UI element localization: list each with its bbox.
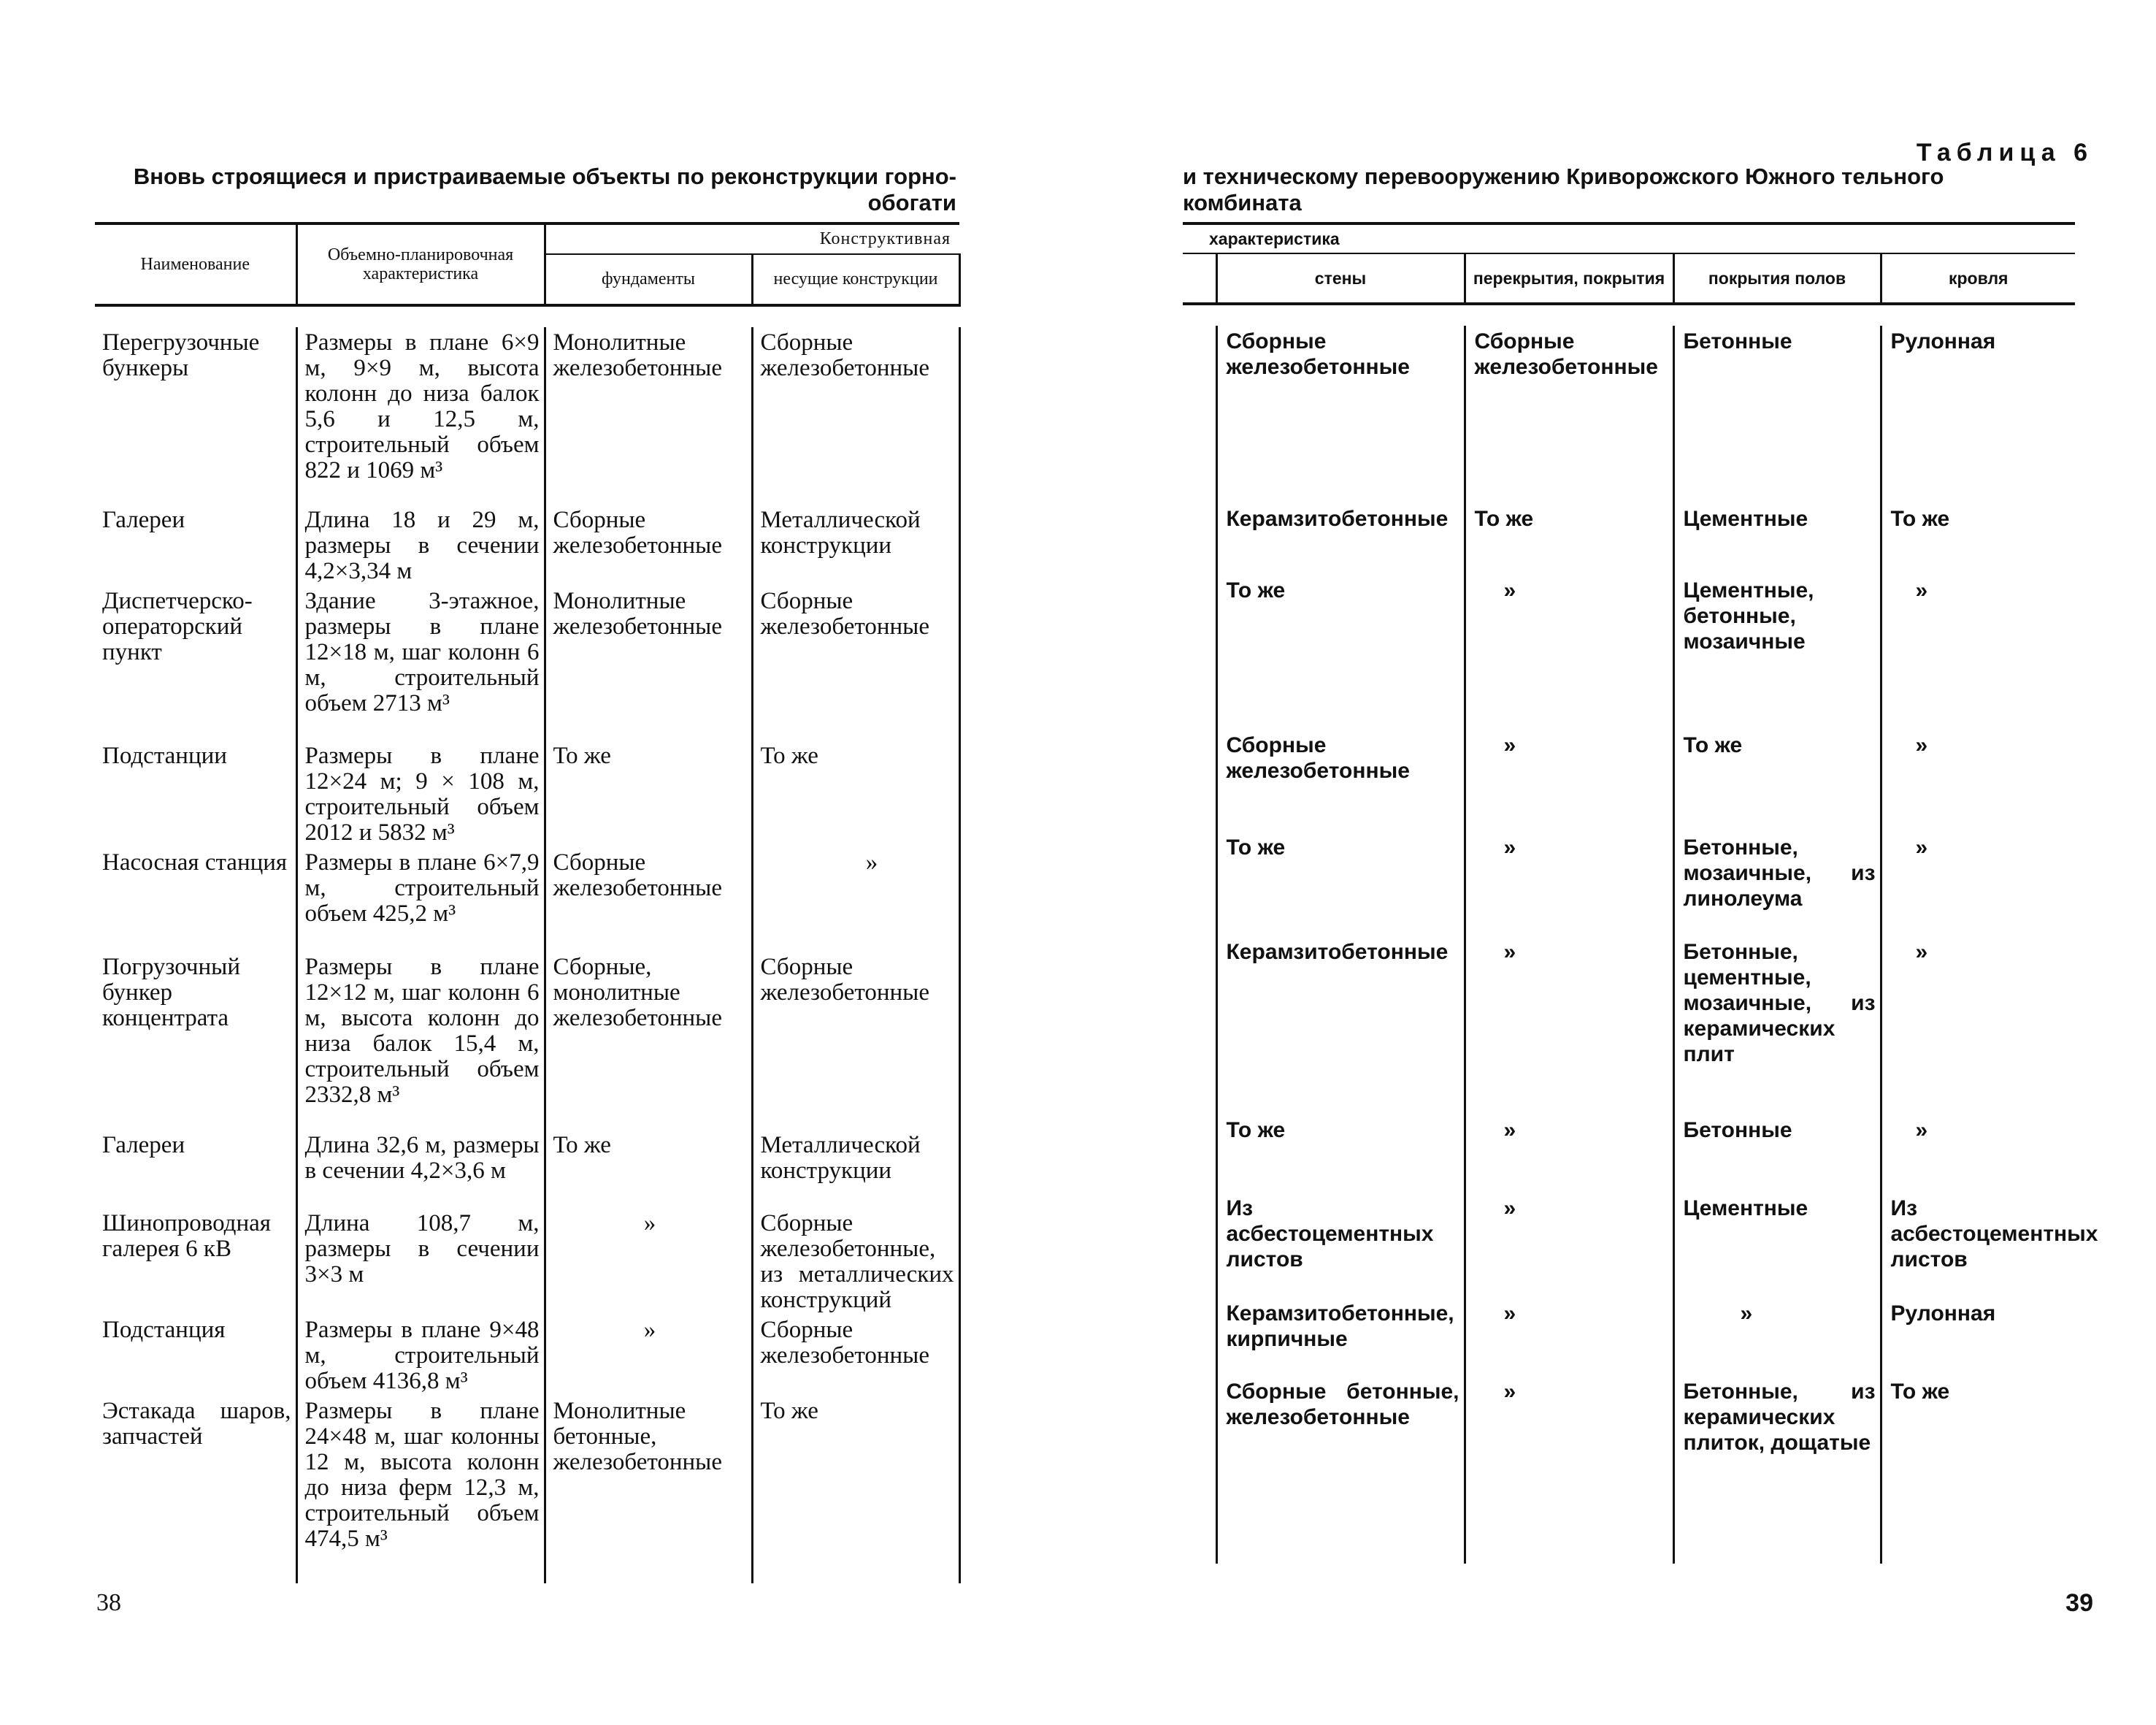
foundations-cell: Сборные железобетонные: [545, 847, 752, 952]
foundations-cell: Монолитные железобетонные: [545, 327, 752, 505]
foundations-cell: То же: [545, 741, 752, 847]
walls-cell: Сборные железобетонные: [1216, 326, 1465, 503]
bearing-cell: То же: [752, 741, 959, 847]
header-floor-cover: покрытия полов: [1673, 253, 1881, 304]
table-row: [95, 1396, 959, 1583]
floors-cell: То же: [1465, 503, 1673, 575]
table-row: [1183, 575, 2075, 730]
right-table: [1183, 222, 2098, 1564]
left-table: [95, 222, 961, 1583]
roof-cell: »: [1915, 578, 1928, 603]
table-label: Таблица 6: [1916, 139, 2093, 167]
roof-cell: »: [1915, 1118, 1928, 1142]
header-volume: Объемно-планировочная характеристика: [296, 223, 545, 305]
roof-cell: Рулонная: [1890, 1301, 1996, 1326]
walls-cell: То же: [1216, 575, 1465, 730]
bearing-cell: »: [752, 847, 959, 952]
bearing-cell: Сборные железобетонные: [752, 1315, 959, 1396]
volume-characteristic: Размеры в плане 6×9 м, 9×9 м, высота колонн до низа балок 5,6 и 12,5 м, строительный объем 822 и 1069 м³: [296, 327, 545, 505]
table-row: [95, 505, 959, 586]
bearing-cell: Сборные железобетонные: [752, 327, 959, 505]
object-name: Галереи: [95, 505, 296, 586]
bearing-cell: Сборные железобетонные: [752, 586, 959, 741]
bearing-cell: Сборные железобетонные, из металлических конструкций: [752, 1208, 959, 1315]
foundations-cell: »: [545, 1208, 752, 1315]
table-row: [1183, 832, 2075, 936]
roof-cell: То же: [1890, 507, 1950, 531]
foundations-cell: То же: [545, 1130, 752, 1208]
table-row: [1183, 326, 2075, 503]
foundations-cell: Сборные, монолитные железобетонные: [545, 952, 752, 1130]
object-name: Погрузочный бункер концентрата: [95, 952, 296, 1130]
header-bearing: несущие конструкции: [752, 254, 959, 305]
volume-characteristic: Размеры в плане 12×12 м, шаг колонн 6 м, высота колонн до низа балок 15,4 м, строительный объем 2332,8 м³: [296, 952, 545, 1130]
floors-cell: »: [1465, 1193, 1673, 1298]
floors-cell: »: [1465, 1376, 1673, 1564]
floors-cell: »: [1465, 936, 1673, 1114]
floor-cover-cell: Бетонные, цементные, мозаичные, из керамических плит: [1673, 936, 1881, 1114]
header-roof: кровля: [1881, 253, 2075, 304]
table-row: [95, 1315, 959, 1396]
header-constructive-group: Конструктивная: [545, 223, 959, 254]
table-row: [95, 952, 959, 1130]
roof-cell: То же: [1890, 1380, 1950, 1404]
floors-cell: »: [1465, 730, 1673, 832]
object-name: Диспетчерско-операторский пункт: [95, 586, 296, 741]
bearing-cell: Сборные железобетонные: [752, 952, 959, 1130]
roof-cell: »: [1915, 835, 1928, 860]
left-table-body: [95, 327, 959, 1583]
volume-characteristic: Размеры в плане 12×24 м; 9 × 108 м, строительный объем 2012 и 5832 м³: [296, 741, 545, 847]
roof-cell: »: [1915, 940, 1928, 964]
object-name: Эстакада шаров, запчастей: [95, 1396, 296, 1583]
table-row: [1183, 1298, 2075, 1376]
walls-cell: То же: [1216, 832, 1465, 936]
table-row: [1183, 1193, 2075, 1298]
floors-cell: »: [1465, 1298, 1673, 1376]
floors-cell: »: [1465, 832, 1673, 936]
page-number-left: 38: [96, 1589, 121, 1616]
walls-cell: Сборные железобетонные: [1216, 730, 1465, 832]
object-name: Подстанция: [95, 1315, 296, 1396]
foundations-cell: »: [545, 1315, 752, 1396]
floors-cell: »: [1465, 575, 1673, 730]
table-row: [95, 327, 959, 505]
object-name: Галереи: [95, 1130, 296, 1208]
walls-cell: Керамзитобетонные: [1216, 503, 1465, 575]
object-name: Подстанции: [95, 741, 296, 847]
floor-cover-cell: Бетонные, мозаичные, из линолеума: [1673, 832, 1881, 936]
table-row: [95, 847, 959, 952]
header-name: Наименование: [95, 223, 296, 305]
floors-cell: »: [1465, 1114, 1673, 1193]
volume-characteristic: Длина 108,7 м, размеры в сечении 3×3 м: [296, 1208, 545, 1315]
table-row: [1183, 1114, 2075, 1193]
walls-cell: Керамзитобетонные: [1216, 936, 1465, 1114]
volume-characteristic: Здание 3-этажное, размеры в плане 12×18 м, шаг колонн 6 м, строительный объем 2713 м³: [296, 586, 545, 741]
table-row: [1183, 730, 2075, 832]
volume-characteristic: Размеры в плане 24×48 м, шаг колонны 12 м, высота колонн до низа ферм 12,3 м, строительный объем 474,5 м³: [296, 1396, 545, 1583]
floor-cover-cell: Цементные: [1673, 1193, 1881, 1298]
right-table-title: и техническому перевооружению Криворожского Южного тельного комбината: [1183, 164, 1944, 215]
bearing-cell: Металлической конструкции: [752, 1130, 959, 1208]
floor-cover-cell: Бетонные, из керамических плиток, дощатые: [1673, 1376, 1881, 1564]
volume-characteristic: Длина 32,6 м, размеры в сечении 4,2×3,6 м: [296, 1130, 545, 1208]
page-number-right: 39: [2065, 1589, 2093, 1617]
floor-cover-cell: Цементные: [1673, 503, 1881, 575]
right-table-body: [1183, 326, 2098, 1564]
walls-cell: Из асбестоцементных листов: [1216, 1193, 1465, 1298]
table-row: [95, 741, 959, 847]
walls-cell: Керамзитобетонные, кирпичные: [1216, 1298, 1465, 1376]
table-row: [95, 1208, 959, 1315]
floors-cell: Сборные железобетонные: [1465, 326, 1673, 503]
roof-cell: Из асбестоцементных листов: [1890, 1196, 2098, 1271]
bearing-cell: То же: [752, 1396, 959, 1583]
walls-cell: Сборные бетонные, железобетонные: [1216, 1376, 1465, 1564]
volume-characteristic: Размеры в плане 9×48 м, строительный объем 4136,8 м³: [296, 1315, 545, 1396]
floor-cover-cell: То же: [1673, 730, 1881, 832]
roof-cell: Рулонная: [1890, 329, 1996, 353]
bearing-cell: Металлической конструкции: [752, 505, 959, 586]
header-foundations: фундаменты: [545, 254, 752, 305]
floor-cover-cell: Бетонные: [1673, 326, 1881, 503]
left-table-title: Вновь строящиеся и пристраиваемые объекты по реконструкции горно-обогати: [133, 164, 956, 215]
floor-cover-cell: Бетонные: [1673, 1114, 1881, 1193]
floor-cover-cell: Цементные, бетонные, мозаичные: [1673, 575, 1881, 730]
roof-cell: »: [1915, 733, 1928, 757]
table-row: [95, 586, 959, 741]
volume-characteristic: Длина 18 и 29 м, размеры в сечении 4,2×3,34 м: [296, 505, 545, 586]
foundations-cell: Сборные железобетонные: [545, 505, 752, 586]
object-name: Шинопроводная галерея 6 кВ: [95, 1208, 296, 1315]
header-characteristic: характеристика: [1183, 223, 2075, 253]
header-floors: перекрытия, покрытия: [1465, 253, 1673, 304]
foundations-cell: Монолитные железобетонные: [545, 586, 752, 741]
table-row: [1183, 503, 2075, 575]
walls-cell: То же: [1216, 1114, 1465, 1193]
header-walls: стены: [1216, 253, 1465, 304]
object-name: Перегрузочные бункеры: [95, 327, 296, 505]
volume-characteristic: Размеры в плане 6×7,9 м, строительный объем 425,2 м³: [296, 847, 545, 952]
floor-cover-cell: »: [1673, 1298, 1881, 1376]
right-page: [1078, 0, 2156, 1725]
table-row: [1183, 1376, 2075, 1564]
object-name: Насосная станция: [95, 847, 296, 952]
foundations-cell: Монолитные бетонные, железобетонные: [545, 1396, 752, 1583]
table-row: [95, 1130, 959, 1208]
table-row: [1183, 936, 2075, 1114]
